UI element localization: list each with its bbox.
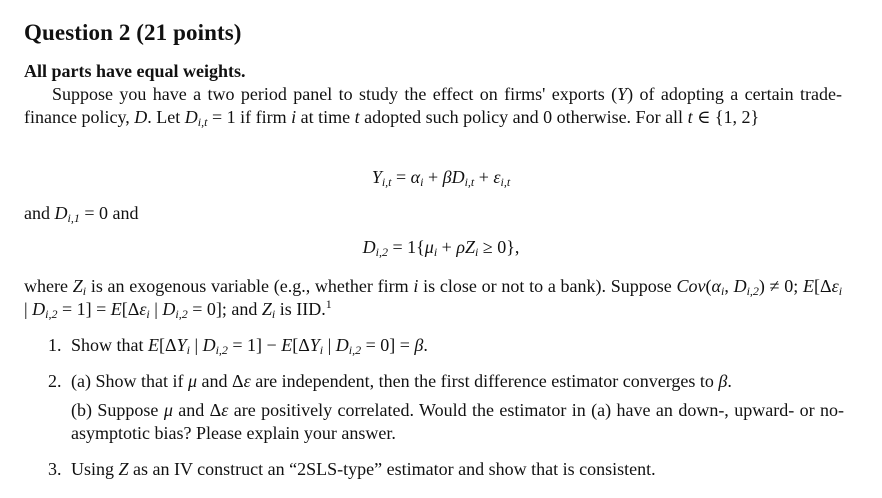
math-d-i1: $D_{i,1}$ xyxy=(54,203,80,225)
item-number: 3. xyxy=(48,459,62,479)
intro-text-2: ) of adopting a certain trade-finance policy, xyxy=(24,84,842,127)
assumptions-paragraph: where $Z_i$ is an exogenous variable (e.g., whether firm i is close or not to a bank). Suppose $Cov(\alpha_i$, $D_{i,2}) \ne 0$; $E[\Delta\varepsilon_i$ | $D_{i,2} = 1] = E[\Delta\varepsilon_i$ | $D_{i,2} = 0$]; and $Z_i$ is IID.$^1$ xyxy=(24,276,843,321)
equation-outcome: $Y_{i,t} = \alpha_i + \beta D_{i,t} + \varepsilon_{i,t}$ xyxy=(371,167,511,189)
math-i3: i xyxy=(413,276,419,296)
item-number: 1. xyxy=(48,335,62,355)
equation-treatment: $D_{i,2} = 1\{\mu_i + \rho Z_i \ge 0\}$, xyxy=(362,237,520,259)
math-z-i: $Z_i$ xyxy=(72,276,87,298)
question-title: Question 2 (21 points) xyxy=(24,20,242,45)
intro-text-6: adopted such policy and 0 otherwise. For all xyxy=(359,107,688,127)
math-d-it: $D_{i,t}$ xyxy=(184,107,208,129)
intro-paragraph xyxy=(24,83,842,129)
math-cov: Cov xyxy=(676,276,706,296)
list-item-2b xyxy=(71,399,844,445)
footnote-mark: 1 xyxy=(325,297,332,311)
middle-text-2: = 0 and xyxy=(79,203,139,223)
item-text: (a) Show that if μ and Δε are independent, then the first difference estimator converges to β. xyxy=(71,371,732,391)
var-y: Y xyxy=(617,84,628,104)
item-text: Show that $E[\Delta Y_i$ | $D_{i,2} = 1] - E[\Delta Y_i$ | $D_{i,2} = 0] = \beta$. xyxy=(71,335,428,357)
math-i: i xyxy=(291,107,297,127)
item-text: (b) Suppose μ and Δε are positively correlated. Would the estimator in (a) have an down-, upward- or no- asymptotic bias? Please explain your answer. xyxy=(71,400,844,443)
item-number: 2. xyxy=(48,371,62,391)
middle-text-1: and xyxy=(24,203,55,223)
intro-text-5: at time xyxy=(296,107,355,127)
intro-text-7: ∈ {1, 2} xyxy=(692,107,760,127)
intro-text-1: Suppose you have a two period panel to study the effect on firms' exports ( xyxy=(52,84,618,104)
assump-text-1: where xyxy=(24,276,73,296)
assump-text-4: ; and xyxy=(221,299,262,319)
var-d: D xyxy=(134,107,148,127)
assump-text-2: is an exogenous variable (e.g., whether firm xyxy=(86,276,414,296)
assump-text-3: is close or not to a bank). Suppose xyxy=(418,276,677,296)
middle-paragraph xyxy=(24,202,842,225)
item-text: Using Z as an IV construct an “2SLS-type” estimator and show that is consistent. xyxy=(71,459,656,479)
math-z-i2: $Z_i$ xyxy=(261,299,276,321)
list-item-3 xyxy=(48,458,844,481)
list-item-1 xyxy=(48,334,844,357)
question-subtitle: All parts have equal weights. xyxy=(24,61,246,81)
list-item-2a xyxy=(48,370,844,393)
math-t: t xyxy=(354,107,360,127)
intro-text-3: . Let xyxy=(147,107,185,127)
math-t2: t xyxy=(687,107,693,127)
assump-text-5: is IID. xyxy=(275,299,326,319)
intro-text-4: = 1 if firm xyxy=(207,107,292,127)
